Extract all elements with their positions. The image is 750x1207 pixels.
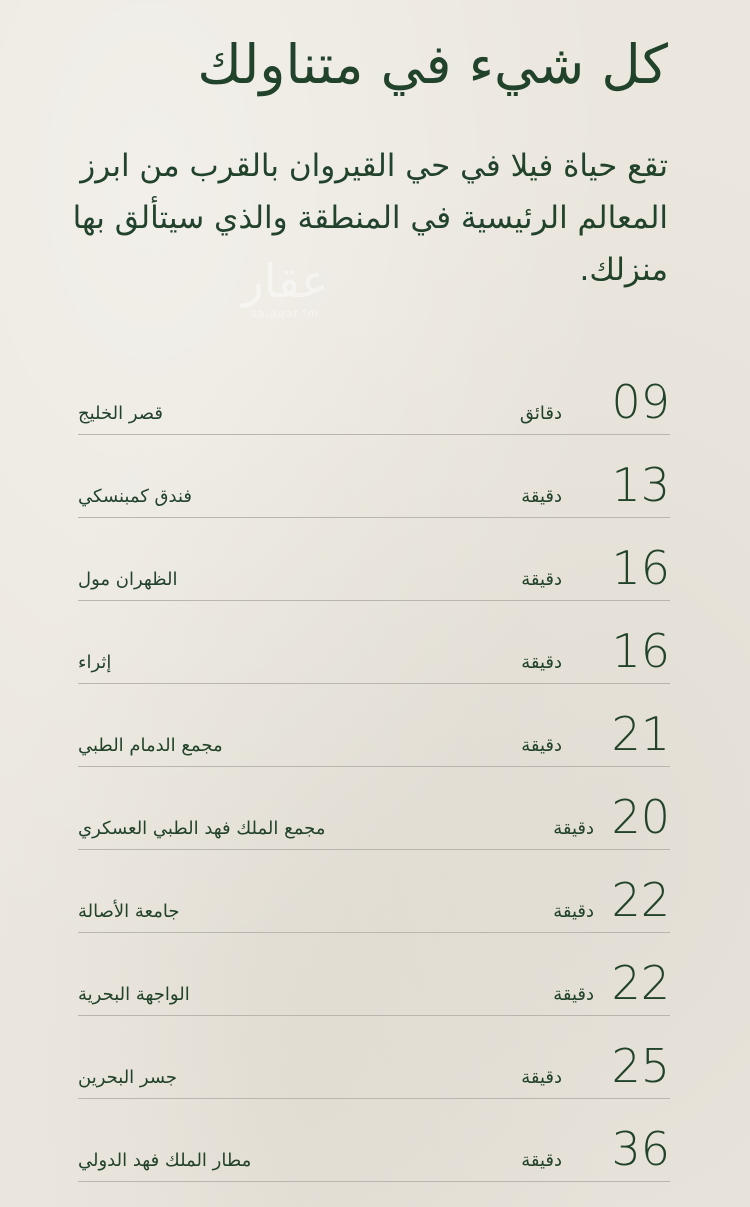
watermark bbox=[225, 255, 345, 321]
watermark-logo: عقار bbox=[241, 254, 329, 308]
place-name: الظهران مول bbox=[78, 569, 178, 590]
minutes-value: 09 bbox=[611, 375, 670, 429]
minutes-value: 21 bbox=[611, 707, 670, 761]
minutes-value: 25 bbox=[611, 1039, 670, 1093]
minutes-unit: دقيقة bbox=[521, 569, 562, 590]
minutes-unit: دقيقة bbox=[521, 735, 562, 756]
list-item bbox=[78, 435, 670, 518]
list-item bbox=[78, 850, 670, 933]
watermark-url: sa.aqar.fm bbox=[250, 307, 320, 320]
minutes-value: 36 bbox=[611, 1122, 670, 1176]
place-name: فندق كمبنسكي bbox=[78, 486, 193, 507]
place-name: قصر الخليج bbox=[78, 403, 163, 424]
list-item bbox=[78, 601, 670, 684]
minutes-value: 22 bbox=[611, 956, 670, 1010]
place-name: إثراء bbox=[78, 652, 112, 673]
minutes-value: 16 bbox=[611, 624, 670, 678]
list-item bbox=[78, 518, 670, 601]
minutes-unit: دقيقة bbox=[553, 984, 594, 1005]
list-item bbox=[78, 933, 670, 1016]
place-name: جسر البحرين bbox=[78, 1067, 178, 1088]
list-item bbox=[78, 684, 670, 767]
place-name: مجمع الملك فهد الطبي العسكري bbox=[78, 818, 326, 839]
place-name: الواجهة البحرية bbox=[78, 984, 190, 1005]
minutes-unit: دقيقة bbox=[521, 652, 562, 673]
minutes-value: 20 bbox=[611, 790, 670, 844]
place-name: جامعة الأصالة bbox=[78, 901, 180, 922]
minutes-unit: دقيقة bbox=[553, 901, 594, 922]
list-item bbox=[78, 352, 670, 435]
minutes-value: 13 bbox=[611, 458, 670, 512]
minutes-value: 22 bbox=[611, 873, 670, 927]
page-title: كل شيء في متناولك bbox=[197, 33, 668, 96]
list-item bbox=[78, 1099, 670, 1182]
minutes-unit: دقيقة bbox=[521, 486, 562, 507]
minutes-unit: دقيقة bbox=[553, 818, 594, 839]
place-name: مطار الملك فهد الدولي bbox=[78, 1150, 252, 1171]
minutes-unit: دقائق bbox=[519, 403, 562, 424]
minutes-unit: دقيقة bbox=[521, 1067, 562, 1088]
place-name: مجمع الدمام الطبي bbox=[78, 735, 223, 756]
list-item bbox=[78, 767, 670, 850]
minutes-unit: دقيقة bbox=[521, 1150, 562, 1171]
list-item bbox=[78, 1016, 670, 1099]
intro-paragraph: تقع حياة فيلا في حي القيروان بالقرب من ابرز المعالم الرئيسية في المنطقة والذي سيتألق بها منزلك. bbox=[72, 148, 668, 288]
distance-list bbox=[78, 352, 670, 1182]
minutes-value: 16 bbox=[611, 541, 670, 595]
